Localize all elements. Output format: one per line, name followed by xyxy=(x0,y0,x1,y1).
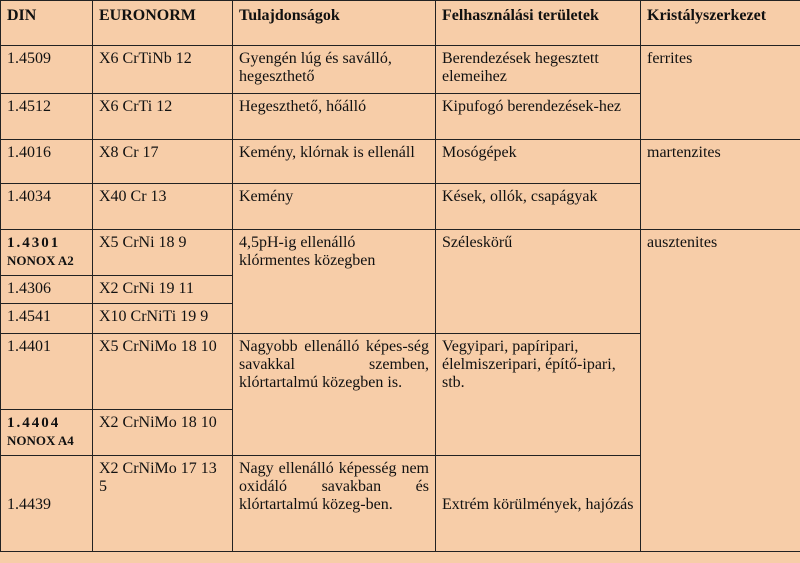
header-row xyxy=(1,1,800,46)
din-code: 1.4301 xyxy=(7,235,61,251)
din-cell: 1.4016 xyxy=(1,140,93,184)
euronorm-cell: X6 CrTi 12 xyxy=(93,94,233,140)
usage-cell: Széleskörű xyxy=(436,230,641,334)
din-cell xyxy=(1,230,93,276)
usage-cell: Extrém körülmények, hajózás xyxy=(436,456,641,552)
din-cell: 1.4401 xyxy=(1,334,93,410)
table-row xyxy=(1,230,800,276)
table-row xyxy=(1,46,800,94)
euronorm-cell: X40 Cr 13 xyxy=(93,184,233,230)
properties-cell: Gyengén lúg és saválló, hegeszthető xyxy=(233,46,436,94)
din-cell xyxy=(1,410,93,456)
header-euronorm: EURONORM xyxy=(93,1,233,46)
euronorm-cell: X2 CrNiMo 17 13 5 xyxy=(93,456,233,552)
properties-cell: Hegeszthető, hőálló xyxy=(233,94,436,140)
properties-cell: Nagyobb ellenálló képes-ség savakkal szemben, klórtartalmú közegben is. xyxy=(233,334,436,456)
header-din: DIN xyxy=(1,1,93,46)
euronorm-cell: X5 CrNi 18 9 xyxy=(93,230,233,276)
nonox-label: NONOX A4 xyxy=(7,433,74,448)
nonox-label: NONOX A2 xyxy=(7,253,74,268)
usage-cell: Berendezések hegesztett elemeihez xyxy=(436,46,641,94)
table-row xyxy=(1,140,800,184)
din-cell: 1.4541 xyxy=(1,304,93,334)
header-properties: Tulajdonságok xyxy=(233,1,436,46)
din-cell: 1.4306 xyxy=(1,276,93,304)
properties-cell: 4,5pH-ig ellenálló klórmentes közegben xyxy=(233,230,436,334)
properties-cell: Nagy ellenálló képesség nem oxidáló savakban és klórtartalmú közeg-ben. xyxy=(233,456,436,552)
din-cell: 1.4439 xyxy=(1,456,93,552)
crystal-cell-ausztenites: ausztenites xyxy=(641,230,800,552)
usage-cell: Vegyipari, papíripari, élelmiszeripari, építő-ipari, stb. xyxy=(436,334,641,456)
properties-cell: Kemény xyxy=(233,184,436,230)
euronorm-cell: X5 CrNiMo 18 10 xyxy=(93,334,233,410)
header-usage: Felhasználási területek xyxy=(436,1,641,46)
usage-cell: Mosógépek xyxy=(436,140,641,184)
crystal-cell-ferrites: ferrites xyxy=(641,46,800,140)
euronorm-cell: X8 Cr 17 xyxy=(93,140,233,184)
din-code: 1.4404 xyxy=(7,415,61,431)
properties-cell: Kemény, klórnak is ellenáll xyxy=(233,140,436,184)
din-cell: 1.4034 xyxy=(1,184,93,230)
header-crystal-structure: Kristályszerkezet xyxy=(641,1,800,46)
usage-cell: Kipufogó berendezések-hez xyxy=(436,94,641,140)
din-cell: 1.4512 xyxy=(1,94,93,140)
euronorm-cell: X6 CrTiNb 12 xyxy=(93,46,233,94)
crystal-cell-martenzites: martenzites xyxy=(641,140,800,230)
usage-cell: Kések, ollók, csapágyak xyxy=(436,184,641,230)
euronorm-cell: X10 CrNiTi 19 9 xyxy=(93,304,233,334)
euronorm-cell: X2 CrNi 19 11 xyxy=(93,276,233,304)
din-cell: 1.4509 xyxy=(1,46,93,94)
euronorm-cell: X2 CrNiMo 18 10 xyxy=(93,410,233,456)
